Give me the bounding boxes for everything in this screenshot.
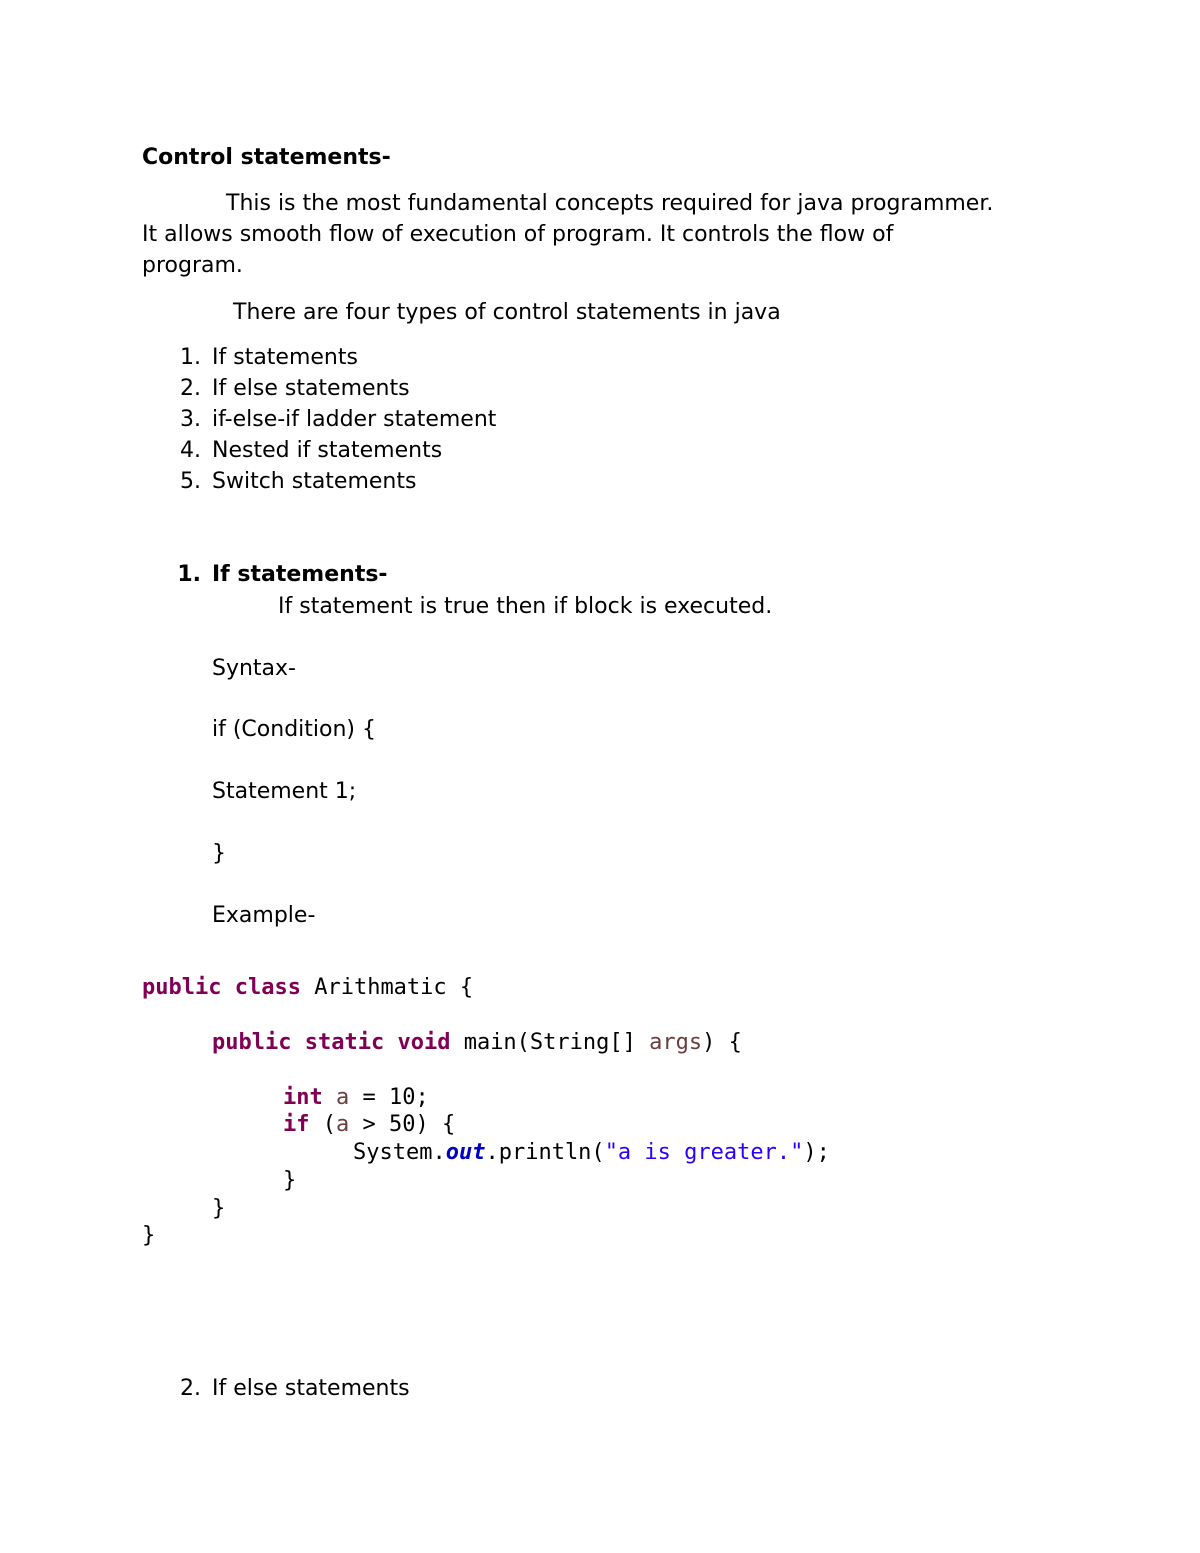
code-text: ) { bbox=[702, 1030, 742, 1055]
list-item: If statements bbox=[212, 345, 358, 370]
code-string: "a is greater." bbox=[604, 1140, 804, 1165]
code-line bbox=[283, 1111, 455, 1139]
code-text: Arithmatic { bbox=[300, 975, 474, 1000]
types-intro: There are four types of control statements in java bbox=[233, 300, 781, 325]
code-variable: a bbox=[336, 1085, 350, 1110]
code-line bbox=[353, 1139, 830, 1167]
code-keyword: if bbox=[283, 1112, 310, 1137]
section-1-number: 1. bbox=[177, 562, 201, 587]
list-item-number: 1. bbox=[180, 345, 201, 370]
code-line: } bbox=[283, 1168, 297, 1193]
document-heading: Control statements- bbox=[142, 145, 391, 170]
list-item: Switch statements bbox=[212, 469, 417, 494]
list-item-number: 5. bbox=[180, 469, 201, 494]
code-variable: a bbox=[336, 1112, 350, 1137]
code-line: } bbox=[212, 1196, 226, 1221]
list-item-number: 3. bbox=[180, 407, 201, 432]
code-keyword: int bbox=[283, 1085, 323, 1110]
syntax-line-2: Statement 1; bbox=[212, 779, 357, 804]
code-text: ( bbox=[309, 1112, 336, 1137]
code-line bbox=[142, 974, 473, 1002]
code-text: System. bbox=[353, 1140, 446, 1165]
list-item: if-else-if ladder statement bbox=[212, 407, 497, 432]
example-label: Example- bbox=[212, 903, 316, 928]
code-field: out bbox=[445, 1140, 486, 1165]
syntax-line-1: if (Condition) { bbox=[212, 717, 376, 742]
intro-line-1: This is the most fundamental concepts required for java programmer. bbox=[226, 191, 994, 216]
code-text: = 10; bbox=[349, 1085, 429, 1110]
code-line bbox=[283, 1084, 429, 1112]
code-keyword: void bbox=[397, 1030, 451, 1055]
list-item: Nested if statements bbox=[212, 438, 443, 463]
code-line bbox=[212, 1029, 742, 1057]
code-keyword: static bbox=[304, 1030, 385, 1055]
code-text: .println( bbox=[485, 1140, 605, 1165]
syntax-label: Syntax- bbox=[212, 656, 296, 681]
list-item: If else statements bbox=[212, 376, 410, 401]
section-1-title: If statements- bbox=[212, 562, 388, 587]
code-text: > 50) { bbox=[349, 1112, 456, 1137]
syntax-line-3: } bbox=[212, 841, 226, 866]
code-text: ); bbox=[803, 1140, 830, 1165]
code-keyword: class bbox=[234, 975, 301, 1000]
section-1-description: If statement is true then if block is executed. bbox=[278, 594, 773, 619]
section-2-number: 2. bbox=[180, 1376, 201, 1401]
list-item-number: 2. bbox=[180, 376, 201, 401]
code-keyword: public bbox=[212, 1030, 292, 1055]
code-line: } bbox=[142, 1223, 156, 1248]
code-variable: args bbox=[649, 1030, 703, 1055]
section-2-title: If else statements bbox=[212, 1376, 410, 1401]
intro-line-3: program. bbox=[142, 253, 243, 278]
code-text: main(String[] bbox=[450, 1030, 650, 1055]
code-keyword: public bbox=[142, 975, 222, 1000]
list-item-number: 4. bbox=[180, 438, 201, 463]
intro-line-2: It allows smooth flow of execution of program. It controls the flow of bbox=[142, 222, 894, 247]
